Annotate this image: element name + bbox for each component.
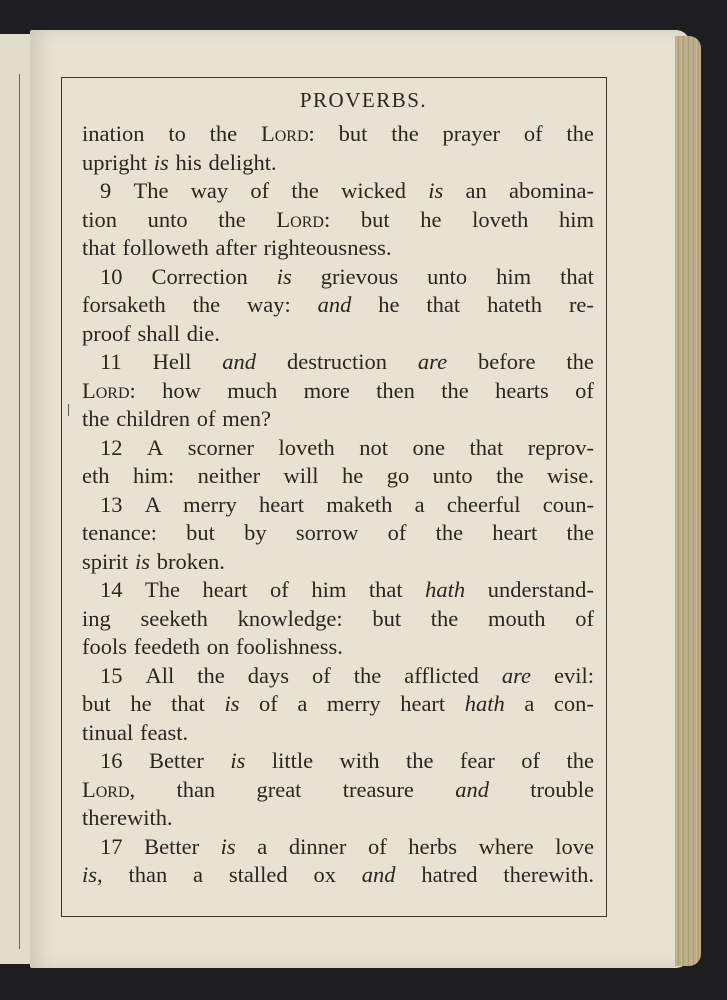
text-line: ing seeketh knowledge: but the mouth of bbox=[82, 605, 594, 631]
text-line: that followeth after righteousness. bbox=[82, 235, 392, 260]
left-page-rule bbox=[19, 74, 20, 949]
text-line: proof shall die. bbox=[82, 320, 220, 346]
left-page-edge bbox=[0, 34, 32, 964]
text-line: but he that is of a merry heart hath a con- bbox=[82, 691, 594, 716]
margin-mark bbox=[68, 404, 69, 416]
text-line: tenance: but by sorrow of the heart the bbox=[82, 520, 594, 545]
text-line: fools feedeth on foolishness. bbox=[82, 634, 343, 659]
page-edges bbox=[675, 36, 701, 966]
text-line: 10 Correction is grievous unto him that bbox=[100, 263, 594, 289]
verse-text bbox=[82, 120, 594, 890]
text-line: 16 Better is little with the fear of the bbox=[100, 748, 594, 773]
running-header: PROVERBS. bbox=[299, 88, 428, 112]
text-line: 9 The way of the wicked is an abomina- bbox=[100, 178, 594, 203]
text-line: tion unto the Lord: but he loveth him bbox=[82, 206, 594, 232]
text-line: Lord: how much more then the hearts of bbox=[82, 377, 594, 403]
text-line: eth him: neither will he go unto the wise. bbox=[82, 463, 594, 488]
text-line: ination to the Lord: but the prayer of the bbox=[82, 121, 594, 146]
text-line: upright is his delight. bbox=[82, 149, 277, 175]
text-line: Lord, than great treasure and trouble bbox=[82, 776, 594, 802]
text-line: 15 All the days of the afflicted are evil: bbox=[100, 662, 594, 688]
text-line: therewith. bbox=[82, 805, 173, 830]
text-line: 17 Better is a dinner of herbs where love bbox=[100, 833, 594, 859]
text-line: 14 The heart of him that hath understand- bbox=[100, 577, 594, 602]
text-line: 11 Hell and destruction are before the bbox=[100, 349, 594, 374]
text-line: tinual feast. bbox=[82, 719, 189, 745]
text-line: 13 A merry heart maketh a cheerful coun- bbox=[100, 491, 594, 517]
text-line: the children of men? bbox=[82, 406, 271, 431]
text-line: forsaketh the way: and he that hateth re- bbox=[82, 292, 594, 317]
text-line: spirit is broken. bbox=[82, 548, 225, 574]
text-line: is, than a stalled ox and hatred therewith. bbox=[82, 862, 594, 887]
text-line: 12 A scorner loveth not one that reprov- bbox=[100, 434, 594, 460]
